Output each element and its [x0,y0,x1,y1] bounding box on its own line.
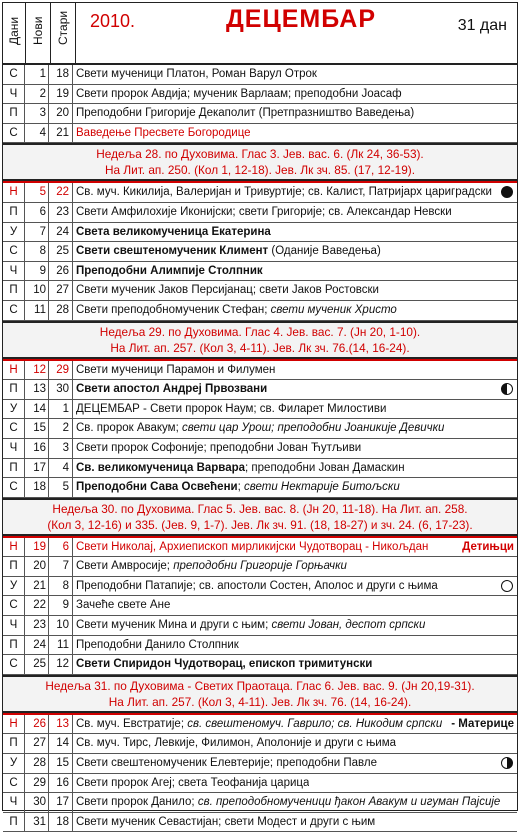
day-row [3,596,517,616]
new-style-date: 27 [25,734,49,753]
day-row [3,713,517,735]
feast-text [76,223,271,242]
feast-segment: Свети мученик Јаков Персијанац; свети Јаков Ростовски [76,284,379,297]
feast-segment: ДЕЦЕМБАР - Свети пророк Наум; св. Филарет Милостиви [76,402,387,415]
day-row [3,419,517,439]
new-style-date: 10 [25,281,49,300]
feast-segment: Свети пророк Софоније; преподобни Јован Ћутљиви [76,441,362,454]
weekday: П [3,459,25,478]
feast-segment: св. преподобномученици ђакон Авакум и игуман Пајсије [197,796,501,809]
feast-text [76,281,379,300]
feast-text [76,183,492,202]
weekday: Ч [3,793,25,812]
feast-cell [73,419,517,438]
feast-cell [73,459,517,478]
feast-cell [73,281,517,300]
feast-text [76,262,263,281]
old-style-date: 23 [49,203,73,222]
calendar-rows [3,65,517,832]
feast-segment: Св. муч. Кикилија, Валеријан и Тривуртије; св. Калист, Патријарх цариградски [76,186,492,199]
reading-line: Недеља 30. по Духовима. Глас 5. Јев. вас. 8. (Јн 20, 11-18). На Лит. ап. 258. [52,501,468,516]
weekday: П [3,281,25,300]
reading-line: На Лит. ап. 257. (Кол 3, 4-11). Јев. Лк зч. 76.(14, 16-24). [110,340,410,355]
new-style-date: 25 [25,655,49,674]
old-style-date: 22 [49,183,73,202]
day-row [3,557,517,577]
feast-segment: Свети свештеномученик Елевтерије; преподобни Павле [76,757,377,770]
feast-cell [73,774,517,793]
feast-cell [73,380,517,399]
feast-cell [73,223,517,242]
weekday: П [3,380,25,399]
old-style-date: 21 [49,124,73,143]
feast-cell [73,577,517,596]
feast-text [76,715,442,734]
new-style-date: 21 [25,577,49,596]
feast-segment: Свети преподобномученик Стефан; [76,303,271,316]
old-style-date: 18 [49,65,73,84]
feast-segment: свети Јован, деспот српски [271,619,426,632]
old-style-date: 6 [49,538,73,557]
feast-cell [73,104,517,123]
feast-cell [73,636,517,655]
feast-text [76,754,377,773]
weekday: С [3,65,25,84]
old-style-date: 8 [49,577,73,596]
day-row [3,616,517,636]
new-style-date: 14 [25,400,49,419]
new-style-date: 20 [25,557,49,576]
day-row [3,242,517,262]
weekday: У [3,223,25,242]
feast-segment: Свети мученик Севастијан; свети Модест и други с њим [76,815,376,828]
feast-cell [73,361,517,380]
day-row [3,734,517,754]
feast-cell [73,203,517,222]
feast-segment: Свети апостол Андреј Првозвани [76,383,268,396]
feast-text [76,242,381,261]
feast-segment: Света великомученица Екатерина [76,225,271,238]
feast-segment: Свети мученици Парамон и Филумен [76,363,276,376]
feast-text [76,793,500,812]
col-days-label: Дани [7,16,21,45]
feast-cell [73,124,517,143]
day-row [3,439,517,459]
feast-segment: Преподобни Данило Столпник [76,638,239,651]
feast-tail: - Материце [451,717,514,730]
feast-cell [73,85,517,104]
old-style-date: 9 [49,596,73,615]
feast-segment: преподобни Григорије Горњачки [173,560,347,573]
old-style-date: 15 [49,754,73,773]
feast-segment: Свети пророк Авдија; мученик Варлаам; преподобни Јоасаф [76,87,402,100]
old-style-date: 10 [49,616,73,635]
feast-text [76,538,428,557]
feast-text [76,577,438,596]
feast-segment: Свети мученици Платон, Роман Варул Отрок [76,68,317,80]
moon-phase-icon [501,757,513,769]
day-row [3,124,517,144]
day-row [3,536,517,558]
feast-cell [73,793,517,812]
calendar-page [2,2,518,828]
new-style-date: 3 [25,104,49,123]
weekday: П [3,104,25,123]
feast-cell [73,715,517,734]
new-style-date: 24 [25,636,49,655]
new-style-date: 8 [25,242,49,261]
calendar-header [3,3,517,65]
feast-cell [73,400,517,419]
feast-segment: Ваведење Пресвете Богородице [76,126,251,139]
col-new-header [26,3,51,63]
weekday: С [3,419,25,438]
old-style-date: 28 [49,301,73,320]
day-row [3,400,517,420]
day-row [3,301,517,321]
new-style-date: 26 [25,715,49,734]
reading-line: Недеља 28. по Духовима. Глас 3. Јев. вас. 6. (Лк 24, 36-53). [96,147,424,162]
old-style-date: 14 [49,734,73,753]
col-old-header [51,3,76,63]
feast-segment: Св. муч. Тирс, Левкије, Филимон, Аполоније и други с њима [76,737,397,750]
new-style-date: 1 [25,65,49,84]
old-style-date: 26 [49,262,73,281]
weekday: С [3,478,25,497]
feast-cell [73,183,517,202]
feast-segment: свети мученик Христо [270,303,397,316]
weekday: Ч [3,262,25,281]
new-style-date: 13 [25,380,49,399]
feast-segment: ; [237,481,244,494]
feast-text [76,813,375,832]
feast-segment: свети цар Урош; преподобни Јоаникије Девички [181,422,445,435]
day-row [3,262,517,282]
weekday: Ч [3,85,25,104]
feast-cell [73,813,517,832]
col-old-label: Стари [56,10,70,45]
feast-tail: Детињци [462,540,514,553]
weekday: П [3,734,25,753]
feast-text [76,400,386,419]
reading-line: Недеља 29. по Духовима. Глас 4. Јев. вас. 7. (Јн 20, 1-10). [99,324,421,339]
feast-cell [73,616,517,635]
feast-text [76,361,275,380]
new-style-date: 22 [25,596,49,615]
feast-text [76,459,405,478]
new-style-date: 2 [25,85,49,104]
feast-segment: Преподобни Патапије; св. апостоли Состен, Аполос и други с њима [76,579,438,592]
feast-segment: Свети Спиридон Чудотворац, епископ тримитунски [76,658,373,671]
feast-text [76,380,267,399]
feast-cell [73,538,517,557]
sunday-readings [3,675,517,713]
days-count: 31 дан [457,17,507,34]
old-style-date: 29 [49,361,73,380]
weekday: У [3,577,25,596]
weekday: С [3,242,25,261]
feast-text [76,419,444,438]
feast-cell [73,734,517,753]
sunday-readings [3,143,517,181]
new-style-date: 15 [25,419,49,438]
weekday: П [3,557,25,576]
weekday: С [3,655,25,674]
weekday: У [3,754,25,773]
day-row [3,203,517,223]
day-row [3,655,517,675]
new-style-date: 4 [25,124,49,143]
old-style-date: 27 [49,281,73,300]
feast-segment: Преподобни Сава Освећени [76,481,238,494]
feast-segment: Свети мученик Мина и други с њим; [76,619,272,632]
old-style-date: 24 [49,223,73,242]
reading-line: На Лит. ап. 250. (Кол 1, 12-18). Јев. Лк зч. 85. (17, 12-19). [105,163,415,178]
new-style-date: 19 [25,538,49,557]
month-title: ДЕЦЕМБАР [226,5,376,33]
reading-line: Недеља 31. по Духовима - Светих Праотаца. Глас 6. Јев. вас. 9. (Јн 20,19-31). [45,678,475,693]
feast-segment: Св. муч. Евстратије; [76,717,188,730]
new-style-date: 16 [25,439,49,458]
feast-text [76,301,397,320]
moon-phase-icon [501,383,513,395]
day-row [3,281,517,301]
feast-segment: Св. великомученица Варвара [76,461,246,474]
day-row [3,65,517,85]
old-style-date: 2 [49,419,73,438]
old-style-date: 30 [49,380,73,399]
feast-segment: св. свештеномуч. Гаврило; св. Никодим српски [187,717,443,730]
day-row [3,754,517,774]
day-row [3,359,517,381]
sunday-readings [3,321,517,359]
day-row [3,380,517,400]
weekday: С [3,596,25,615]
feast-segment: (Оданије Ваведења) [268,245,381,258]
feast-segment: Свети Николај, Архиепископ мирликијски Чудотворац - Никољдан [76,540,429,553]
new-style-date: 28 [25,754,49,773]
feast-cell [73,754,517,773]
feast-cell [73,478,517,497]
feast-segment: Преподобни Алимпије Столпник [76,264,263,277]
day-row [3,774,517,794]
moon-phase-icon [501,580,513,592]
day-row [3,104,517,124]
day-row [3,459,517,479]
old-style-date: 3 [49,439,73,458]
feast-text [76,65,317,84]
feast-segment: Свети Амвросије; [76,560,174,573]
feast-text [76,124,251,143]
day-row [3,85,517,105]
col-days-header [3,3,26,63]
weekday: П [3,813,25,832]
moon-phase-icon [501,186,513,198]
old-style-date: 5 [49,478,73,497]
day-row [3,181,517,203]
year: 2010. [90,11,136,31]
day-row [3,793,517,813]
feast-segment: Св. пророк Авакум; [76,422,182,435]
feast-segment: свети Нектарије Битољски [243,481,400,494]
new-style-date: 6 [25,203,49,222]
feast-text [76,774,309,793]
old-style-date: 20 [49,104,73,123]
old-style-date: 18 [49,813,73,832]
feast-text [76,557,347,576]
feast-segment: ; преподобни Јован Дамаскин [245,461,405,474]
reading-line: (Кол 3, 12-16) и 335. (Јев. 9, 1-7). Јев. Лк зч. 91. (18, 18-27) и зч. 24. (6, 17-23). [47,517,473,532]
feast-cell [73,655,517,674]
new-style-date: 30 [25,793,49,812]
weekday: С [3,301,25,320]
old-style-date: 17 [49,793,73,812]
feast-text [76,478,400,497]
weekday: П [3,203,25,222]
new-style-date: 18 [25,478,49,497]
weekday: П [3,636,25,655]
weekday: Н [3,183,25,202]
day-row [3,223,517,243]
new-style-date: 31 [25,813,49,832]
new-style-date: 23 [25,616,49,635]
weekday: Н [3,715,25,734]
sunday-readings [3,498,517,536]
feast-segment: Преподобни Григорије Декаполит (Претпразништво Ваведења) [76,107,415,120]
feast-cell [73,262,517,281]
feast-text [76,636,239,655]
new-style-date: 12 [25,361,49,380]
feast-cell [73,242,517,261]
old-style-date: 1 [49,400,73,419]
feast-text [76,655,372,674]
weekday: С [3,774,25,793]
day-row [3,577,517,597]
feast-segment: Свети пророк Данило; [76,796,198,809]
weekday: С [3,124,25,143]
old-style-date: 12 [49,655,73,674]
title-area [76,3,517,63]
day-row [3,478,517,498]
day-row [3,636,517,656]
feast-text [76,203,452,222]
weekday: Ч [3,616,25,635]
new-style-date: 5 [25,183,49,202]
weekday: У [3,400,25,419]
feast-segment: Свети пророк Агеј; света Теофанија царица [76,776,310,789]
old-style-date: 16 [49,774,73,793]
feast-segment: Свети Амфилохије Иконијски; свети Григорије; св. Александар Невски [76,205,452,218]
new-style-date: 29 [25,774,49,793]
feast-segment: Свети свештеномученик Климент [76,245,269,258]
feast-text [76,616,425,635]
day-row [3,813,517,832]
feast-cell [73,301,517,320]
feast-text [76,104,414,123]
feast-text [76,596,170,615]
feast-segment: Зачеће свете Ане [76,599,171,612]
weekday: Н [3,538,25,557]
old-style-date: 19 [49,85,73,104]
reading-line: На Лит. ап. 257. (Кол 3, 4-11). Јев. Лк зч. 76. (14, 16-24). [108,694,412,709]
weekday: Н [3,361,25,380]
new-style-date: 11 [25,301,49,320]
weekday: Ч [3,439,25,458]
feast-cell [73,65,517,84]
feast-cell [73,439,517,458]
old-style-date: 25 [49,242,73,261]
feast-cell [73,557,517,576]
col-new-label: Нови [31,16,45,45]
old-style-date: 11 [49,636,73,655]
old-style-date: 7 [49,557,73,576]
feast-text [76,439,361,458]
old-style-date: 13 [49,715,73,734]
new-style-date: 17 [25,459,49,478]
feast-cell [73,596,517,615]
old-style-date: 4 [49,459,73,478]
new-style-date: 9 [25,262,49,281]
feast-text [76,734,396,753]
feast-text [76,85,402,104]
new-style-date: 7 [25,223,49,242]
